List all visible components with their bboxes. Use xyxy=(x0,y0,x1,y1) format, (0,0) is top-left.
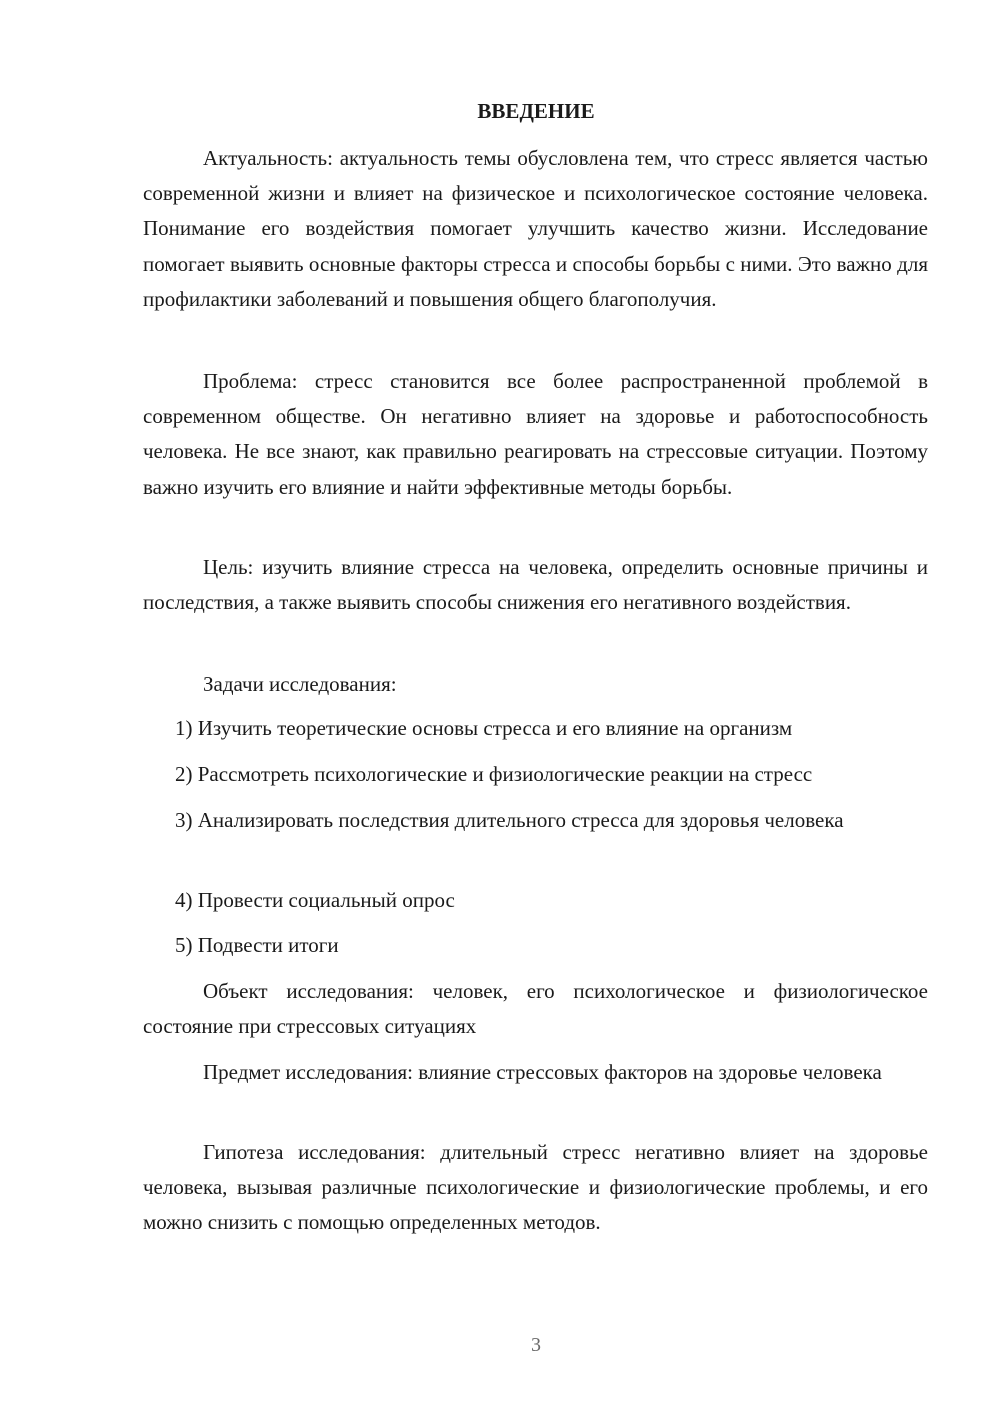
page-title: ВВЕДЕНИЕ xyxy=(477,99,595,123)
relevance-paragraph: Актуальность: актуальность темы обусловлена тем, что стресс является частью современной жизни и влияет на физическое и психологическое состояние человека. Понимание его воздействия помогает улучшить качество жизни. Исследование помогает выявить основные факторы стресса и способы борьбы с ними. Это важно для профилактики заболеваний и повышения общего благополучия. xyxy=(143,146,928,311)
task-item-4: 4) Провести социальный опрос xyxy=(175,888,455,912)
task-item-2: 2) Рассмотреть психологические и физиологические реакции на стресс xyxy=(175,762,813,786)
task-item-1: 1) Изучить теоретические основы стресса и его влияние на организм xyxy=(175,716,793,740)
page-number: 3 xyxy=(531,1334,541,1356)
hypothesis-paragraph: Гипотеза исследования: длительный стресс негативно влияет на здоровье человека, вызывая различные психологические и физиологические проблемы, и его можно снизить с помощью определенных методов. xyxy=(143,1140,928,1235)
subject-paragraph: Предмет исследования: влияние стрессовых факторов на здоровье человека xyxy=(203,1060,882,1084)
problem-paragraph: Проблема: стресс становится все более распространенной проблемой в современном обществе. Он негативно влияет на здоровье и работоспособность человека. Не все знают, как правильно реагировать на стрессовые ситуации. Поэтому важно изучить его влияние и найти эффективные методы борьбы. xyxy=(143,369,928,499)
task-item-3: 3) Анализировать последствия длительного стресса для здоровья человека xyxy=(175,808,844,832)
goal-paragraph: Цель: изучить влияние стресса на человека, определить основные причины и последствия, а также выявить способы снижения его негативного воздействия. xyxy=(143,555,928,615)
tasks-heading: Задачи исследования: xyxy=(203,672,397,696)
object-paragraph: Объект исследования: человек, его психологическое и физиологическое состояние при стрессовых ситуациях xyxy=(143,979,928,1039)
task-item-5: 5) Подвести итоги xyxy=(175,933,339,957)
